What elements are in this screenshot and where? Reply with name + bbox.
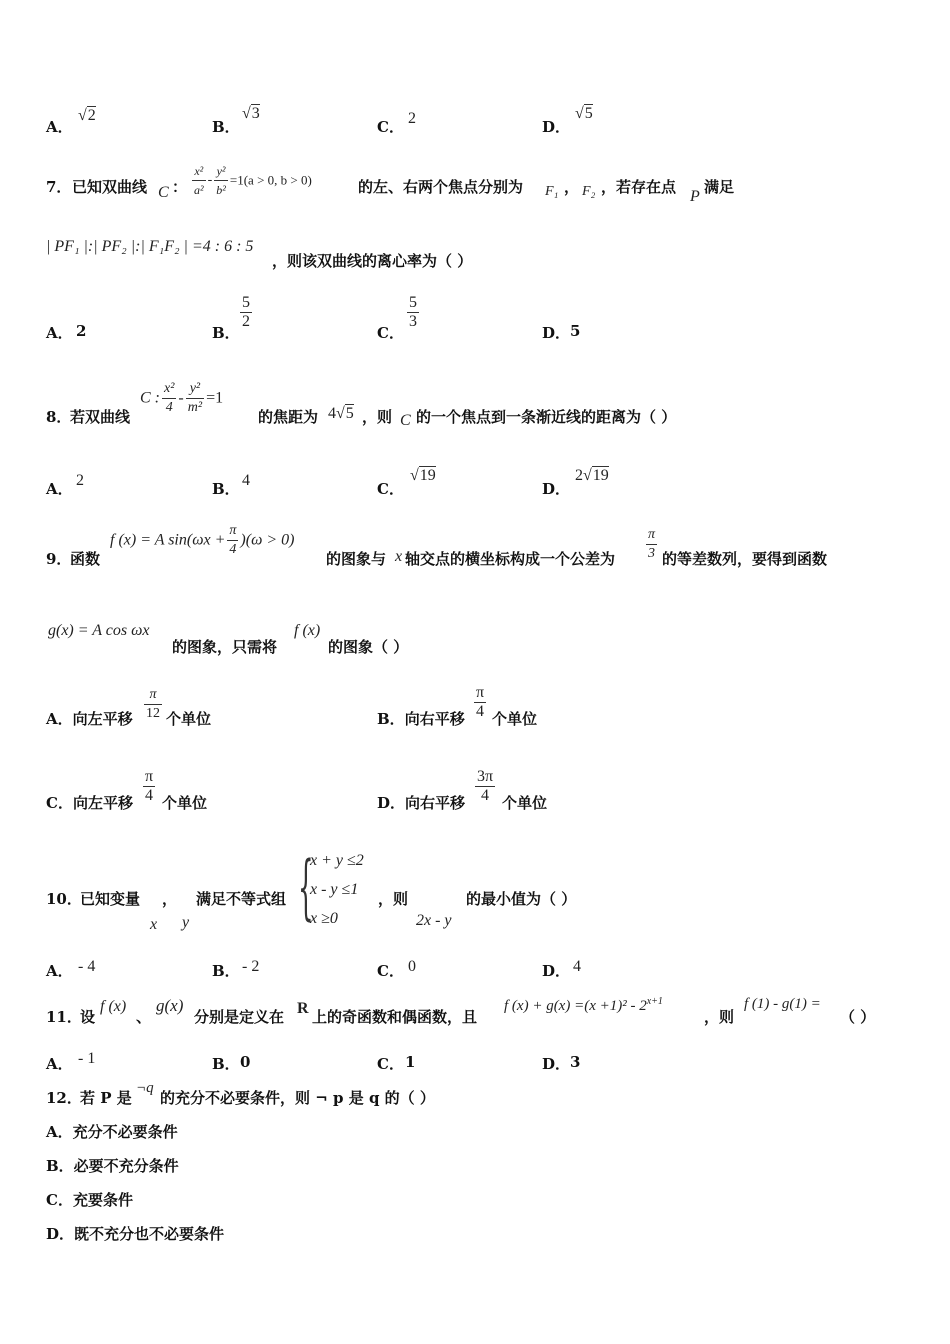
q6-option-d-value: √5 (575, 105, 593, 122)
q10-option-b-value: - 2 (242, 958, 260, 975)
q9-option-a: A．向左平移 (46, 710, 133, 728)
q8-option-c-label: C． (377, 480, 404, 498)
q9-x-var: x (395, 548, 403, 565)
q8-option-b-label: B． (212, 480, 240, 498)
q7-option-a-label: A． (46, 324, 73, 342)
q6-option-d-radicand: 5 (584, 105, 593, 122)
q9-text-6: 的图象（ ） (328, 638, 409, 656)
q8-option-a-value: 2 (76, 472, 84, 489)
q7-frac-x: $\frac{\text{x²}}{\text{a²}}$ (194, 164, 204, 197)
q7-comma: ， (564, 178, 580, 196)
q6-option-d-label: D． (542, 118, 571, 136)
q7-option-b-label: B． (212, 324, 240, 342)
q10-text-4: 的最小值为（ ） (466, 890, 577, 908)
q9-option-d-frac: $\frac{3\pi}{4}$ (477, 768, 494, 804)
q9-option-a-frac: $\frac{\pi}{12}$ (146, 687, 160, 721)
q10-inequality-3: x ≥0 (310, 910, 338, 927)
q10-option-c-label: C． (377, 962, 404, 980)
q8-option-d-value: 2√19 (575, 467, 609, 484)
q7-option-b-value: $\frac{5}{2}$ (242, 294, 250, 330)
q11-option-d-value: 3 (570, 1053, 581, 1071)
q11-option-c-label: C． (377, 1055, 404, 1073)
q7-option-c-value: $\frac{5}{3}$ (409, 294, 417, 330)
q11-option-d-label: D． (542, 1055, 571, 1073)
q11-text-5: （ ） (840, 1008, 876, 1026)
q9-text-5: 的图象，只需将 (172, 638, 278, 656)
q9-number: 9． (46, 550, 72, 568)
q6-option-b-value: √3 (242, 105, 260, 122)
q6-option-a-value: √2 (78, 107, 96, 124)
q9-text-3: 轴交点的横坐标构成一个公差为 (405, 550, 616, 568)
q10-option-a-value: - 4 (78, 958, 96, 975)
q9-function-g: g(x) = A cos ωx (48, 622, 150, 639)
q6-option-c-label: C． (377, 118, 404, 136)
q10-option-d-label: D． (542, 962, 571, 980)
q10-separator: ， (162, 890, 178, 908)
q7-option-a-value: 2 (76, 322, 87, 340)
q7-text-5: ，则该双曲线的离心率为（ ） (272, 252, 473, 270)
q7-frac-y: $\frac{\text{y²}}{\text{b²}}$ (216, 164, 226, 197)
q7-focus-2: F₂ (582, 184, 596, 199)
q12-option-c: C．充要条件 (46, 1191, 133, 1209)
q10-left-brace: { (298, 846, 314, 928)
q9-text-1: 函数 (70, 550, 101, 568)
q11-option-a-label: A． (46, 1055, 73, 1073)
q7-text-4: 满足 (704, 178, 735, 196)
q7-text-3: ，若存在点 (601, 178, 677, 196)
q10-text-1: 已知变量 (80, 890, 141, 908)
q10-text-2: 满足不等式组 (196, 890, 287, 908)
q6-option-a-radicand: 2 (87, 107, 96, 124)
q10-inequality-1: x + y ≤2 (310, 852, 364, 869)
q12-option-a: A．充分不必要条件 (46, 1123, 178, 1141)
q11-equation: f $(x) + g(x) =(x +1)^2 - 2^{x+1}$ (504, 996, 663, 1014)
q8-text-2: 的焦距为 (258, 408, 319, 426)
q10-x-var: x (150, 916, 158, 933)
q8-option-b-value: 4 (242, 472, 250, 489)
q9-function-f-ref: f (x) (294, 622, 321, 639)
q11-g: g(x) (156, 996, 184, 1015)
q12-neg-q: ¬q (136, 1080, 154, 1096)
q9-text-4: 的等差数列，要得到函数 (662, 550, 828, 568)
q11-option-c-value: 1 (405, 1053, 416, 1071)
q10-option-c-value: 0 (408, 958, 416, 975)
q12-option-b: B．必要不充分条件 (46, 1157, 179, 1175)
q12-option-d: D．既不充分也不必要条件 (46, 1225, 225, 1243)
q8-number: 8． (46, 408, 72, 426)
q9-text-2: 的图象与 (326, 550, 387, 568)
q8-frac-x: $\frac{\text{x²}}{4}$ (164, 381, 175, 415)
q10-text-3: ，则 (378, 890, 409, 908)
q8-text-3: ，则 (362, 408, 393, 426)
q6-option-c-value: 2 (408, 110, 416, 127)
q7-number: 7． (46, 178, 72, 196)
q8-text-1: 若双曲线 (70, 408, 131, 426)
q8-option-c-value: √19 (410, 467, 436, 484)
q7-equation: $\frac{\text{x²}}{\text{a²}}$ - $\frac{\text{y²}}{\text{b²}}$ =1(a > 0, b > 0) (194, 164, 312, 197)
q11-option-b-value: 0 (240, 1053, 251, 1071)
q10-option-a-label: A． (46, 962, 73, 980)
q6-option-b-radicand: 3 (251, 105, 260, 122)
q11-option-a-value: - 1 (78, 1050, 96, 1067)
q11-text-2: 分别是定义在 (194, 1008, 285, 1026)
q10-y-var: y (182, 914, 190, 931)
q7-colon: ： (172, 178, 188, 196)
q11-text-4: ，则 (704, 1008, 735, 1026)
q11-real-set: R (297, 1000, 309, 1017)
q11-text-1: 设 (80, 1008, 96, 1026)
q11-option-b-label: B． (212, 1055, 240, 1073)
q8-curve-name: C (400, 412, 411, 429)
q9-option-d: D．向右平移 (377, 794, 466, 812)
q8-option-d-label: D． (542, 480, 571, 498)
q11-ask: f (1) - g(1) = (744, 996, 821, 1012)
q12-text-1: 若 P 是 (80, 1089, 132, 1107)
q10-inequality-2: x - y ≤1 (310, 881, 359, 898)
q10-option-b-label: B． (212, 962, 240, 980)
q7-ratio: | PF₁ |:| PF₂ |:| F₁F₂ | =4 : 6 : 5 (46, 238, 254, 255)
q8-equation: C : $\frac{\text{x²}}{4}$ - $\frac{\text{y²}}{\text{m²}}$ =1 (140, 381, 224, 415)
q11-separator: 、 (136, 1008, 152, 1026)
q12-number: 12． (46, 1089, 82, 1107)
q10-number: 10． (46, 890, 82, 908)
q6-option-a-label: A． (46, 118, 73, 136)
q7-option-c-label: C． (377, 324, 404, 342)
q9-option-b-frac: $\frac{\pi}{4}$ (476, 684, 485, 720)
q11-number: 11． (46, 1008, 82, 1026)
q12-text-2: 的充分不必要条件，则 ¬ p 是 q 的（ ） (160, 1089, 435, 1107)
q7-focus-1: F₁ (545, 184, 559, 199)
q8-focal-length: 4√5 (328, 405, 354, 422)
q7-curve-name: C (158, 184, 169, 201)
q9-option-b: B．向右平移 (377, 710, 465, 728)
q9-option-d-unit: 个单位 (502, 794, 548, 812)
q9-function-f: f (x) = A sin(ωx + $\frac{\pi}{4}$ )(ω > 0) (110, 523, 295, 557)
q8-text-4: 的一个焦点到一条渐近线的距离为（ ） (416, 408, 677, 426)
q11-f: f (x) (100, 998, 127, 1015)
q10-option-d-value: 4 (573, 958, 581, 975)
q8-frac-y: $\frac{\text{y²}}{\text{m²}}$ (187, 381, 203, 415)
q7-text-2: 的左、右两个焦点分别为 (358, 178, 524, 196)
q7-option-d-value: 5 (570, 322, 581, 340)
q11-text-3: 上的奇函数和偶函数，且 (312, 1008, 478, 1026)
q8-option-a-label: A． (46, 480, 73, 498)
q9-option-a-unit: 个单位 (166, 710, 212, 728)
q9-option-c-frac: $\frac{\pi}{4}$ (145, 768, 154, 804)
q7-point-p: P (690, 188, 700, 205)
q9-option-c: C．向左平移 (46, 794, 133, 812)
q9-option-c-unit: 个单位 (162, 794, 208, 812)
q7-option-d-label: D． (542, 324, 571, 342)
q6-option-b-label: B． (212, 118, 240, 136)
q9-option-b-unit: 个单位 (492, 710, 538, 728)
q9-common-difference: $\frac{\pi}{3}$ (648, 527, 656, 561)
q7-text-1: 已知双曲线 (72, 178, 148, 196)
q10-expression: 2x - y (416, 912, 452, 929)
